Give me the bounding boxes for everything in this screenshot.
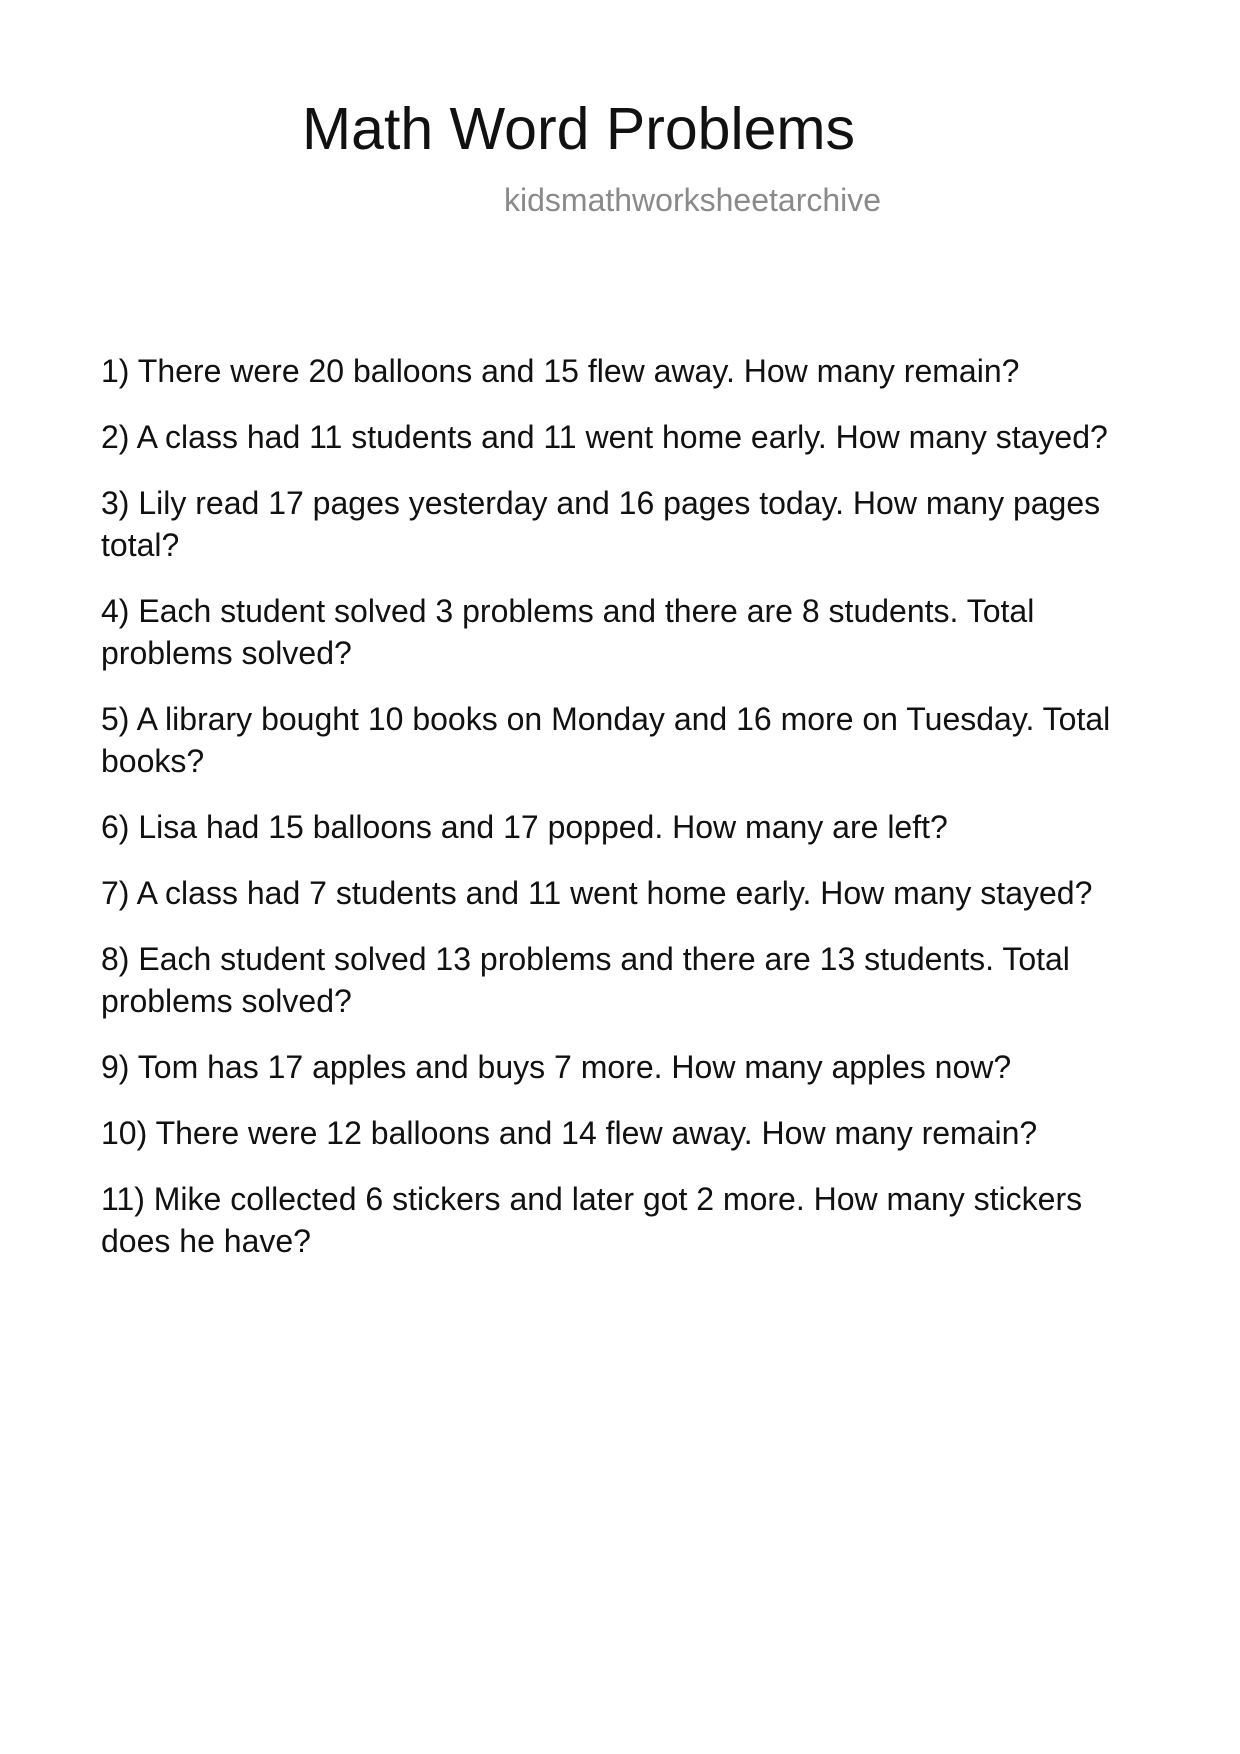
problem-item: 6) Lisa had 15 balloons and 17 popped. How many are left? (101, 809, 948, 845)
problem-item: 8) Each student solved 13 problems and there are 13 students. Total problems solved? (101, 941, 1070, 1019)
problem-item: 9) Tom has 17 apples and buys 7 more. How many apples now? (101, 1049, 1012, 1085)
problem-item: 2) A class had 11 students and 11 went home early. How many stayed? (101, 419, 1108, 455)
problem-item: 10) There were 12 balloons and 14 flew away. How many remain? (101, 1115, 1038, 1151)
problem-item: 5) A library bought 10 books on Monday and 16 more on Tuesday. Total books? (101, 701, 1111, 779)
problem-item: 7) A class had 7 students and 11 went home early. How many stayed? (101, 875, 1093, 911)
problem-item: 3) Lily read 17 pages yesterday and 16 pages today. How many pages total? (101, 485, 1101, 563)
problem-item: 4) Each student solved 3 problems and there are 8 students. Total problems solved? (101, 593, 1035, 671)
problem-item: 1) There were 20 balloons and 15 flew away. How many remain? (101, 353, 1020, 389)
source-label: kidsmathworksheetarchive (504, 182, 882, 218)
page-title: Math Word Problems (302, 96, 856, 162)
problem-list (101, 350, 1151, 1286)
problem-item: 11) Mike collected 6 stickers and later got 2 more. How many stickers does he have? (101, 1181, 1083, 1259)
